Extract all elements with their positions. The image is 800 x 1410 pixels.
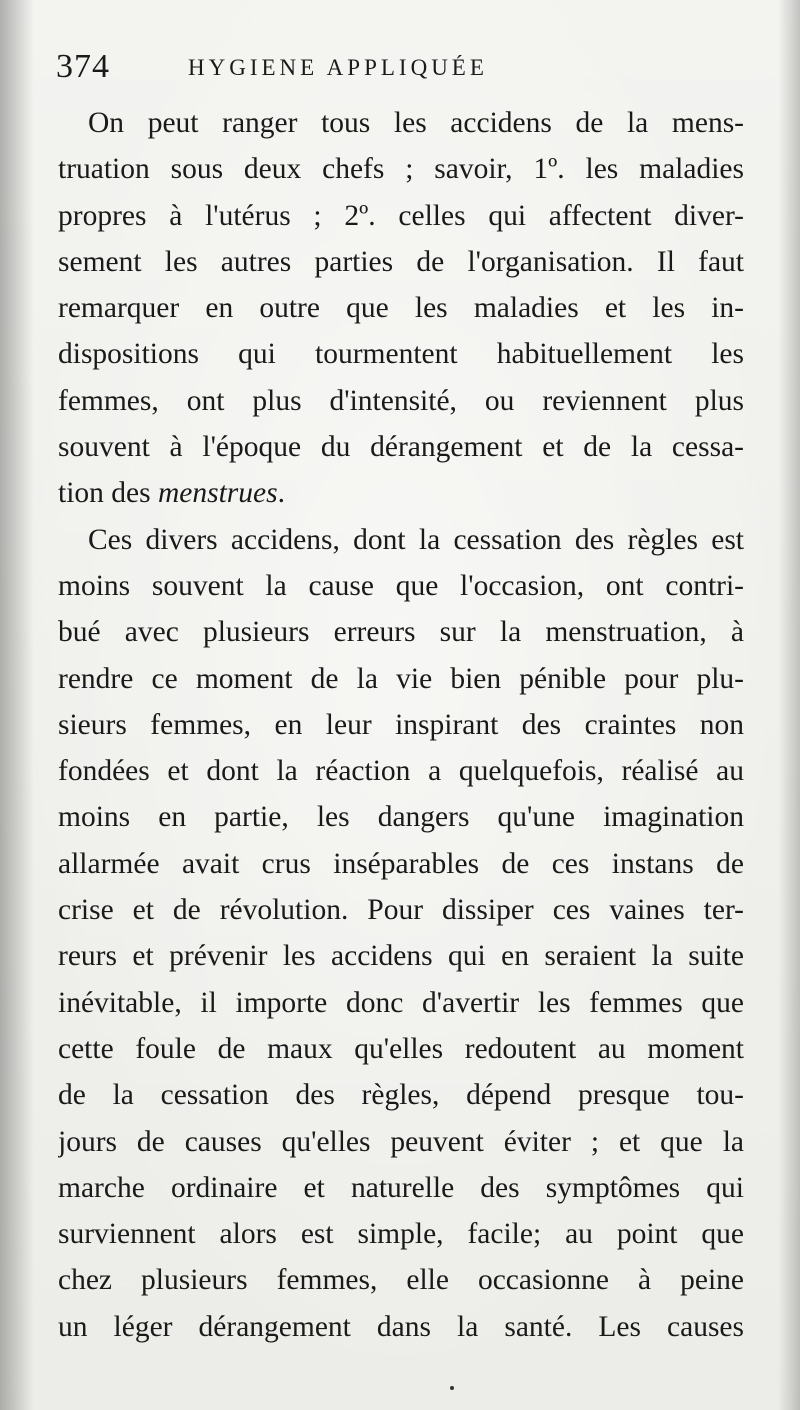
text-line: reurs et prévenir les accidens qui en seraient la suite (58, 940, 744, 973)
page-gutter-shadow (0, 0, 34, 1410)
italic-term: menstrues (157, 477, 278, 510)
body-text (58, 100, 744, 1350)
text-line: fondées et dont la réaction a quelquefois, réalisé au (58, 755, 744, 788)
text-line: femmes, ont plus d'intensité, ou reviennent plus (58, 384, 744, 417)
text-line: On peut ranger tous les accidens de la mens- (88, 107, 744, 139)
text-line: propres à l'utérus ; 2º. celles qui affectent diver- (58, 199, 744, 232)
text-line: remarquer en outre que les maladies et les in- (58, 292, 744, 325)
text-line: souvent à l'époque du dérangement et de la cessa- (58, 431, 744, 464)
text-line: dispositions qui tourmentent habituellement les (58, 338, 744, 371)
page-number: 374 (56, 48, 110, 85)
text-line: sement les autres parties de l'organisation. Il faut (58, 245, 744, 278)
page-edge-shadow (778, 0, 800, 1410)
text-line: rendre ce moment de la vie bien pénible pour plu- (58, 662, 744, 695)
text-line: jours de causes qu'elles peuvent éviter ; et que la (58, 1125, 744, 1158)
text-line: moins en partie, les dangers qu'une imagination (58, 801, 744, 834)
text-line: cette foule de maux qu'elles redoutent au moment (58, 1032, 744, 1065)
text-line: truation sous deux chefs ; savoir, 1º. les maladies (58, 153, 744, 186)
text-line: sieurs femmes, en leur inspirant des craintes non (58, 708, 744, 741)
running-title: HYGIENE APPLIQUÉE (188, 55, 488, 80)
text-line: allarmée avait crus inséparables de ces instans de (58, 847, 744, 880)
paragraph-last-line (58, 470, 744, 516)
text-line: de la cessation des règles, dépend presque tou- (58, 1079, 744, 1112)
text-line: bué avec plusieurs erreurs sur la menstruation, à (58, 616, 744, 649)
text-line: surviennent alors est simple, facile; au point que (58, 1218, 744, 1251)
text-fragment: . (277, 477, 285, 510)
text-line: chez plusieurs femmes, elle occasionne à peine (58, 1264, 744, 1297)
text-line: Ces divers accidens, dont la cessation des règles est (88, 523, 744, 556)
text-line: moins souvent la cause que l'occasion, ont contri- (58, 569, 744, 602)
text-line: marche ordinaire et naturelle des symptômes qui (58, 1171, 744, 1204)
text-fragment: tion des (58, 477, 158, 510)
printer-mark (450, 1386, 454, 1390)
text-line: un léger dérangement dans la santé. Les causes (58, 1310, 744, 1343)
text-line: inévitable, il importe donc d'avertir les femmes que (58, 986, 744, 1019)
text-line: crise et de révolution. Pour dissiper ces vaines ter- (58, 894, 744, 927)
page-header (56, 48, 760, 86)
